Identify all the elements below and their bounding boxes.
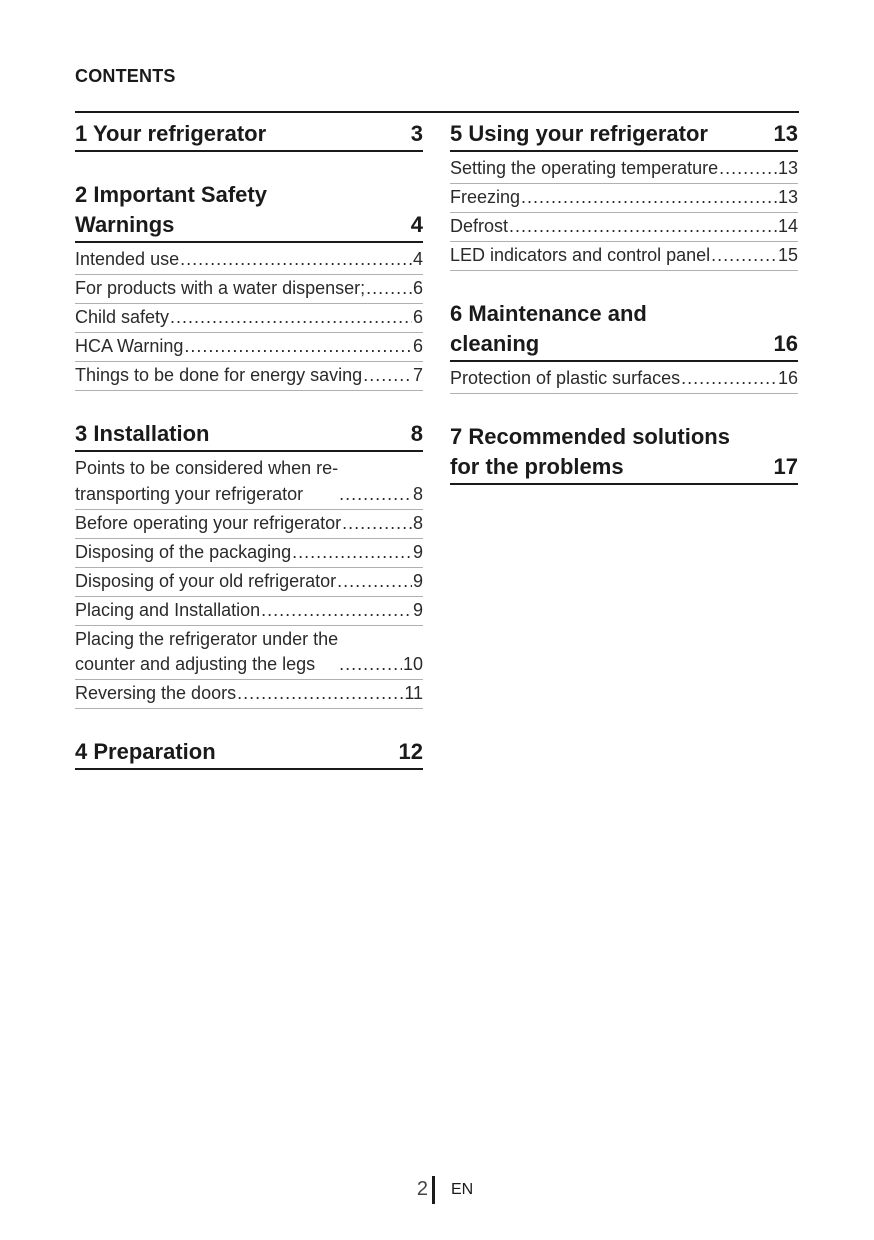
toc-section-3: [75, 413, 423, 709]
toc-entry[interactable]: [75, 455, 423, 510]
toc-entry-title: Reversing the doors: [75, 683, 237, 703]
toc-entry[interactable]: [450, 365, 798, 394]
toc-entry-page: 13: [777, 158, 798, 178]
toc-left-column: [75, 113, 423, 792]
dot-leader: [363, 363, 412, 389]
toc-entry-list: [450, 365, 798, 394]
page-footer: [0, 1176, 874, 1206]
section-number: 6: [450, 301, 463, 326]
toc-entry-page: 6: [412, 307, 423, 327]
toc-entry[interactable]: [75, 275, 423, 304]
toc-entry-title: Placing the refrigerator under the counter and adjusting the legs: [75, 628, 339, 674]
toc-entry-page: 14: [777, 216, 798, 236]
dot-leader: [292, 540, 412, 566]
dot-leader: [261, 598, 412, 624]
toc-entry-list: [75, 246, 423, 391]
toc-entry[interactable]: [75, 246, 423, 275]
section-page-number: 13: [773, 121, 798, 146]
section-page-number: 3: [410, 121, 423, 146]
dot-leader: [170, 305, 412, 331]
language-code: EN: [451, 1181, 474, 1198]
dot-leader: [337, 569, 412, 595]
toc-entry[interactable]: [75, 568, 423, 597]
section-number: 2: [75, 182, 88, 207]
toc-entry-title: LED indicators and control panel: [450, 245, 711, 265]
section-title-text: Using your refrigerator: [468, 121, 708, 146]
section-number: 7: [450, 424, 463, 449]
section-title: [450, 299, 647, 359]
section-page-number: 4: [410, 212, 423, 237]
toc-entry-page: 7: [412, 365, 423, 385]
toc-entry-page: 9: [412, 599, 423, 620]
toc-entry-title: Disposing of your old refrigerator: [75, 570, 337, 591]
section-heading[interactable]: [450, 113, 798, 152]
dot-leader: [521, 185, 777, 211]
dot-leader: [366, 276, 412, 302]
section-title-text: Your refrigerator: [92, 121, 267, 146]
toc-entry-title: Disposing of the packaging: [75, 541, 292, 562]
toc-entry-title: Intended use: [75, 249, 180, 269]
page-number: 2: [416, 1178, 428, 1200]
toc-entry-page: 11: [404, 683, 423, 703]
toc-entry[interactable]: [450, 213, 798, 242]
section-title-text: Maintenance and cleaning: [450, 301, 647, 356]
toc-entry-title: Before operating your refrigerator: [75, 512, 342, 533]
section-title-text: Preparation: [93, 739, 216, 764]
toc-entry-page: 9: [412, 541, 423, 562]
section-title: [75, 119, 266, 149]
toc-right-column: [450, 113, 798, 507]
toc-entry-title: For products with a water dispenser;: [75, 278, 366, 298]
toc-entry[interactable]: [450, 155, 798, 184]
section-page-number: 17: [773, 454, 798, 479]
toc-entry-title: Setting the operating temperature: [450, 158, 719, 178]
toc-entry-page: 8: [412, 512, 423, 533]
section-title: [75, 419, 210, 449]
toc-entry[interactable]: [75, 680, 423, 709]
toc-entry-list: [450, 155, 798, 271]
toc-entry-title: Protection of plastic surfaces: [450, 368, 681, 388]
section-number: 5: [450, 121, 463, 146]
toc-entry-page: 16: [777, 368, 798, 388]
dot-leader: [711, 243, 777, 269]
toc-entry-page: 4: [412, 249, 423, 269]
toc-entry-page: 8: [412, 483, 423, 504]
dot-leader: [339, 652, 402, 678]
toc-entry[interactable]: [75, 597, 423, 626]
dot-leader: [342, 511, 412, 537]
toc-entry[interactable]: [450, 184, 798, 213]
toc-entry-page: 6: [412, 278, 423, 298]
toc-entry[interactable]: [75, 510, 423, 539]
section-title-text: Installation: [93, 421, 210, 446]
toc-entry-title: Placing and Installation: [75, 599, 261, 620]
dot-leader: [180, 247, 412, 273]
toc-entry-page: 13: [777, 187, 798, 207]
section-title-text: Recommended solutions for the problems: [450, 424, 730, 479]
toc-entry[interactable]: [75, 333, 423, 362]
page-title: CONTENTS: [75, 66, 176, 86]
toc-entry[interactable]: [75, 539, 423, 568]
dot-leader: [184, 334, 412, 360]
section-number: 3: [75, 421, 88, 446]
section-page-number: 12: [398, 739, 423, 764]
toc-entry-page: 6: [412, 336, 423, 356]
toc-entry-title: Points to be considered when re- transporting your refrigerator: [75, 458, 339, 504]
dot-leader: [681, 366, 777, 392]
toc-section-7: [450, 416, 798, 485]
dot-leader: [339, 482, 412, 508]
toc-section-4: [75, 731, 423, 770]
toc-entry-list: [75, 455, 423, 709]
section-title: [450, 119, 708, 149]
section-heading[interactable]: [450, 293, 798, 362]
toc-entry-title: Defrost: [450, 216, 509, 236]
section-number: 1: [75, 121, 88, 146]
footer-divider: [432, 1176, 435, 1204]
toc-entry-title: Freezing: [450, 187, 521, 207]
toc-entry-title: HCA Warning: [75, 336, 184, 356]
section-title: [75, 180, 267, 240]
toc-entry-page: 9: [412, 570, 423, 591]
toc-section-6: [450, 293, 798, 394]
toc-entry[interactable]: [450, 242, 798, 271]
section-heading[interactable]: [75, 113, 423, 152]
toc-section-1: [75, 113, 423, 152]
toc-entry[interactable]: [75, 626, 423, 681]
dot-leader: [237, 681, 403, 707]
dot-leader: [719, 156, 777, 182]
section-heading[interactable]: [75, 174, 423, 243]
section-page-number: 16: [773, 331, 798, 356]
section-page-number: 8: [410, 421, 423, 446]
toc-section-2: [75, 174, 423, 391]
section-title: [75, 737, 216, 767]
dot-leader: [509, 214, 777, 240]
toc-entry-page: 10: [402, 654, 423, 674]
toc-entry-page: 15: [777, 245, 798, 265]
section-heading[interactable]: [75, 413, 423, 452]
toc-entry-title: Child safety: [75, 307, 170, 327]
section-title-text: Important Safety Warnings: [75, 182, 267, 237]
section-number: 4: [75, 739, 88, 764]
section-heading[interactable]: [450, 416, 798, 485]
toc-section-5: [450, 113, 798, 271]
section-heading[interactable]: [75, 731, 423, 770]
section-title: [450, 422, 730, 482]
toc-entry[interactable]: [75, 304, 423, 333]
toc-entry[interactable]: [75, 362, 423, 391]
toc-entry-title: Things to be done for energy saving: [75, 365, 363, 385]
